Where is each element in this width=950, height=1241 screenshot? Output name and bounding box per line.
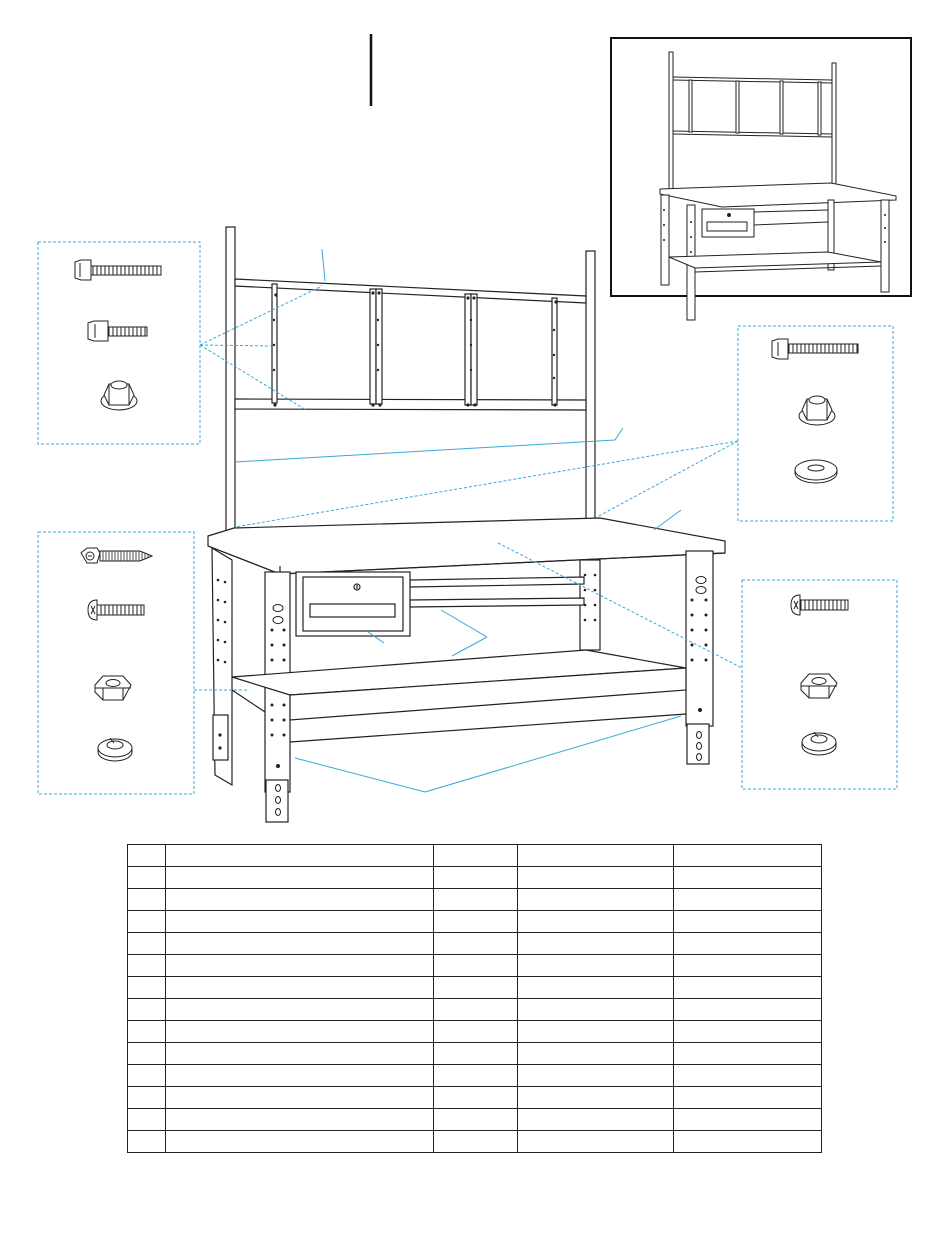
table-row [128, 867, 822, 889]
table-cell [434, 845, 518, 867]
table-cell [128, 889, 166, 911]
table-cell [518, 1131, 674, 1153]
table-cell [128, 1021, 166, 1043]
table-cell [128, 867, 166, 889]
table-cell [518, 867, 674, 889]
table-cell [434, 1109, 518, 1131]
table-cell [128, 845, 166, 867]
parts-table [127, 844, 822, 1153]
table-row [128, 845, 822, 867]
table-cell [674, 1131, 822, 1153]
table-row [128, 1021, 822, 1043]
table-row [128, 1109, 822, 1131]
lower-rail [235, 399, 586, 410]
table-cell [674, 1021, 822, 1043]
table-row [128, 933, 822, 955]
hex-bolt-short-icon [88, 321, 147, 341]
table-row [128, 977, 822, 999]
pan-head-screw-icon [88, 600, 144, 620]
table-cell [128, 933, 166, 955]
hex-nut-icon [95, 676, 131, 700]
table-cell [674, 933, 822, 955]
table-cell [434, 955, 518, 977]
table-cell [518, 1065, 674, 1087]
table-row [128, 1065, 822, 1087]
table-cell [128, 977, 166, 999]
flat-washer-icon [795, 460, 837, 483]
table-cell [434, 999, 518, 1021]
table-cell [674, 1065, 822, 1087]
table-cell [434, 977, 518, 999]
table-cell [128, 1131, 166, 1153]
hardware-box-upright-mount [738, 326, 893, 521]
main-workbench [208, 227, 725, 822]
table-row [128, 999, 822, 1021]
table-cell [166, 911, 434, 933]
table-cell [434, 1131, 518, 1153]
table-cell [434, 1021, 518, 1043]
table-cell [166, 845, 434, 867]
flange-nut-icon [101, 381, 137, 410]
table-cell [518, 933, 674, 955]
table-cell [166, 1043, 434, 1065]
riser-slats [272, 284, 557, 405]
table-cell [674, 867, 822, 889]
table-cell [518, 1043, 674, 1065]
table-cell [434, 867, 518, 889]
flange-nut-icon [799, 396, 835, 425]
table-cell [166, 1065, 434, 1087]
right-upright [586, 251, 595, 521]
table-cell [518, 889, 674, 911]
table-cell [434, 933, 518, 955]
table-cell [518, 977, 674, 999]
table-cell [166, 867, 434, 889]
table-cell [128, 911, 166, 933]
table-cell [166, 1131, 434, 1153]
left-upright [226, 227, 235, 532]
table-cell [518, 1021, 674, 1043]
table-cell [518, 1109, 674, 1131]
lower-stretcher [410, 598, 584, 607]
table-cell [674, 889, 822, 911]
table-cell [128, 955, 166, 977]
table-cell [518, 999, 674, 1021]
table-cell [166, 955, 434, 977]
table-cell [674, 1109, 822, 1131]
table-cell [128, 1087, 166, 1109]
table-cell [166, 977, 434, 999]
table-cell [128, 999, 166, 1021]
hardware-box-riser-frame [38, 242, 200, 444]
table-row [128, 889, 822, 911]
table-cell [518, 1087, 674, 1109]
table-cell [166, 1109, 434, 1131]
hex-bolt-long-icon [772, 339, 858, 359]
table-cell [128, 1065, 166, 1087]
inset-assembled-view [611, 38, 911, 320]
table-cell [434, 1087, 518, 1109]
pan-head-screw-icon [791, 595, 848, 615]
hardware-box-shelf-frame [38, 532, 194, 794]
lock-washer-icon [802, 732, 836, 755]
table-row [128, 1131, 822, 1153]
table-cell [166, 1021, 434, 1043]
table-row [128, 1087, 822, 1109]
table-cell [166, 1087, 434, 1109]
table-cell [518, 911, 674, 933]
table-cell [166, 889, 434, 911]
hex-nut-icon [801, 674, 837, 698]
wood-screw-icon [81, 548, 152, 563]
table-cell [674, 977, 822, 999]
table-cell [434, 889, 518, 911]
top-rail [235, 279, 586, 303]
table-cell [674, 955, 822, 977]
table-cell [674, 1087, 822, 1109]
drawer [296, 572, 410, 636]
table-cell [674, 1043, 822, 1065]
table-cell [434, 1043, 518, 1065]
table-cell [434, 1065, 518, 1087]
table-cell [674, 845, 822, 867]
hardware-box-drawer-mount [742, 580, 897, 789]
lock-washer-icon [98, 738, 132, 761]
table-cell [518, 955, 674, 977]
parts-table-body [128, 845, 822, 1153]
hex-bolt-long-icon [75, 260, 161, 280]
table-cell [166, 933, 434, 955]
table-cell [434, 911, 518, 933]
table-cell [674, 999, 822, 1021]
table-cell [128, 1109, 166, 1131]
upper-stretcher [410, 577, 584, 587]
table-row [128, 1043, 822, 1065]
table-row [128, 911, 822, 933]
table-cell [674, 911, 822, 933]
table-cell [518, 845, 674, 867]
table-row [128, 955, 822, 977]
table-cell [128, 1043, 166, 1065]
table-cell [166, 999, 434, 1021]
